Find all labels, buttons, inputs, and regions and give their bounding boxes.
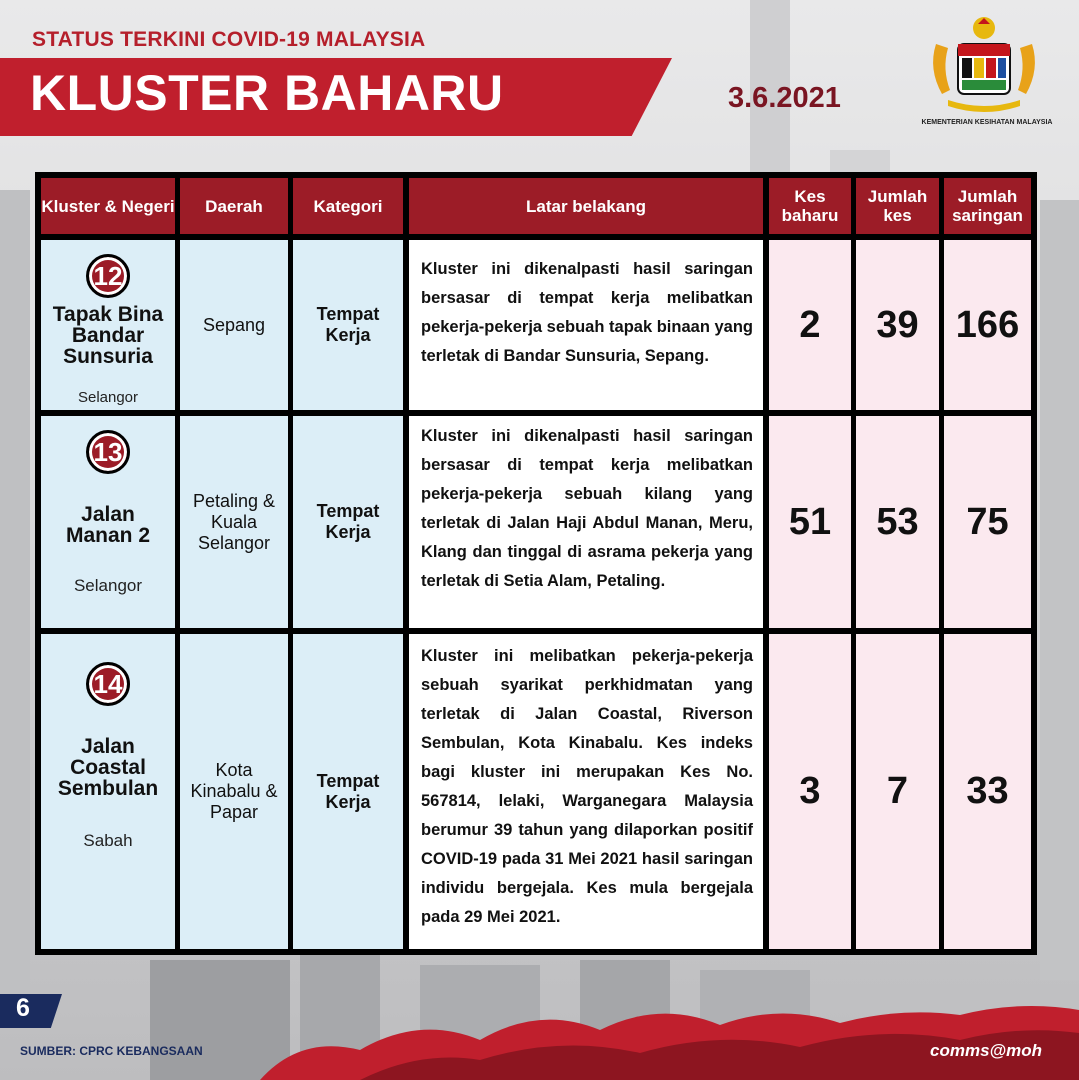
report-date: 3.6.2021: [728, 82, 841, 114]
row-13-kategori: Tempat Kerja: [293, 416, 403, 628]
row-12-jumlah-saringan: 166: [944, 240, 1031, 410]
row-12-kes-baharu: 2: [769, 240, 851, 410]
row-14-kes-baharu: 3: [769, 634, 851, 949]
row-14-daerah: Kota Kinabalu & Papar: [180, 634, 288, 949]
subtitle: STATUS TERKINI COVID-19 MALAYSIA: [32, 28, 426, 51]
row-13-jumlah-saringan: 75: [944, 416, 1031, 628]
cluster-name: Jalan Coastal Sembulan: [57, 735, 159, 800]
row-12-kluster: [41, 240, 175, 410]
row-13-daerah: Petaling & Kuala Selangor: [180, 416, 288, 628]
cluster-number-badge: 13: [86, 430, 130, 474]
cluster-number-badge: 14: [86, 662, 130, 706]
row-13-jumlah-kes: 53: [856, 416, 939, 628]
row-14-jumlah-kes: 7: [856, 634, 939, 949]
column-header-kes-baharu: Kes baharu: [769, 178, 851, 234]
row-14-kluster: [41, 634, 175, 949]
page-title: KLUSTER BAHARU: [30, 65, 504, 121]
column-header-jumlah-kes: Jumlah kes: [856, 178, 939, 234]
row-14-jumlah-saringan: 33: [944, 634, 1031, 949]
footer-red-splash: [0, 995, 1079, 1080]
row-12-kategori: Tempat Kerja: [293, 240, 403, 410]
row-12-latar-belakang: Kluster ini dikenalpasti hasil saringan bersasar di tempat kerja melibatkan pekerja-pekerja sebuah tapak binaan yang terletak di Bandar Sunsuria, Sepang.: [409, 240, 763, 410]
cluster-state: Sabah: [83, 831, 133, 850]
ministry-crest-logo: [928, 14, 1040, 114]
row-14-latar-belakang: Kluster ini melibatkan pekerja-pekerja sebuah syarikat perkhidmatan yang terletak di Jalan Coastal, Riverson Sembulan, Kota Kinabalu. Kes indeks bagi kluster ini merupakan Kes No. 567814, lelaki, Warganegara Malaysia berumur 39 tahun yang dilaporkan positif COVID-19 pada 31 Mei 2021 hasil saringan individu bergejala. Kes mula bergejala pada 29 Mei 2021.: [409, 634, 763, 949]
row-12-daerah: Sepang: [180, 240, 288, 410]
column-header-daerah: Daerah: [180, 178, 288, 234]
source-note: SUMBER: CPRC KEBANGSAAN: [20, 1044, 203, 1058]
cluster-number-badge: 12: [86, 254, 130, 298]
column-header-jumlah-saringan: Jumlah saringan: [944, 178, 1031, 234]
comms-handle: comms@moh: [930, 1041, 1042, 1060]
row-13-kes-baharu: 51: [769, 416, 851, 628]
column-header-kluster: Kluster & Negeri: [41, 178, 175, 234]
column-header-kategori: Kategori: [293, 178, 403, 234]
row-12-jumlah-kes: 39: [856, 240, 939, 410]
logo-caption: KEMENTERIAN KESIHATAN MALAYSIA: [921, 119, 1053, 126]
row-14-kategori: Tempat Kerja: [293, 634, 403, 949]
row-13-kluster: [41, 416, 175, 628]
cluster-state: Selangor: [77, 389, 139, 406]
cluster-name: Tapak Bina Bandar Sunsuria: [52, 303, 164, 368]
row-13-latar-belakang: Kluster ini dikenalpasti hasil saringan bersasar di tempat kerja melibatkan pekerja-pekerja sebuah kilang yang terletak di Jalan Haji Abdul Manan, Meru, Klang dan tinggal di asrama pekerja yang terletak di Setia Alam, Petaling.: [409, 416, 763, 628]
cluster-name: Jalan Manan 2: [65, 503, 151, 547]
clusters-table: [35, 172, 1037, 955]
column-header-latar: Latar belakang: [409, 178, 763, 234]
cluster-state: Selangor: [73, 576, 143, 595]
page-number: 6: [16, 994, 30, 1022]
